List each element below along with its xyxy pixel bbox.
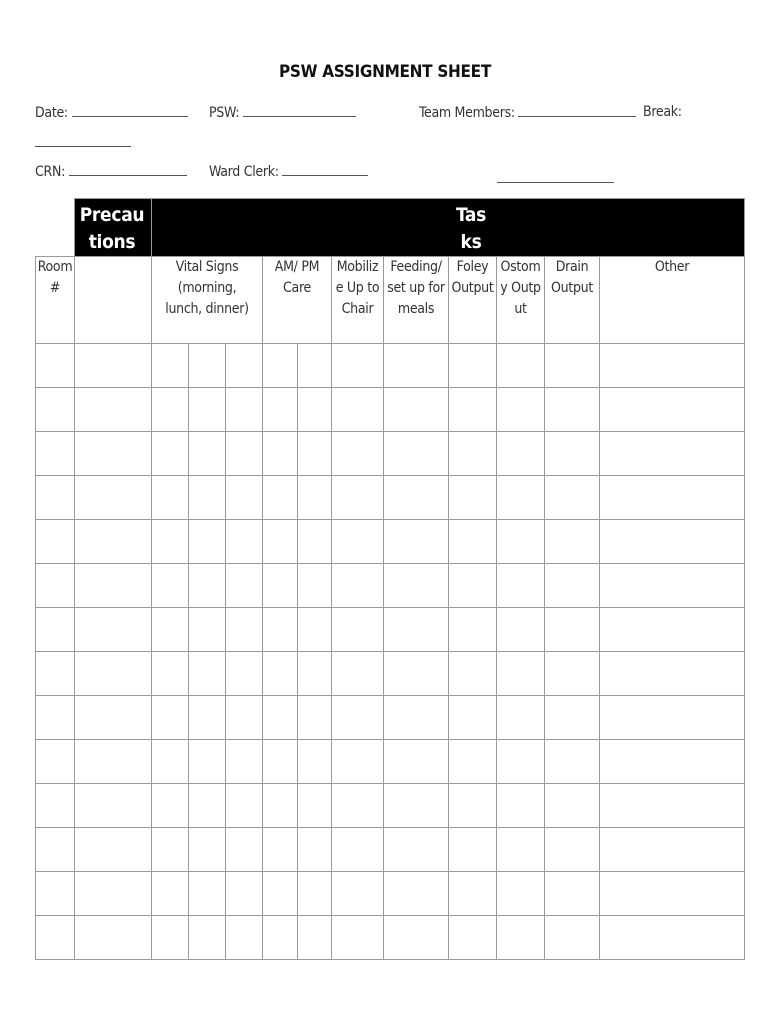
table-cell[interactable] <box>36 608 75 652</box>
page-title: PSW ASSIGNMENT SHEET <box>279 62 491 82</box>
table-row <box>36 476 745 520</box>
col-vital-signs <box>152 257 263 344</box>
col-vital-signs-label: Vital Signs (morning, lunch, dinner) <box>165 259 249 317</box>
table-cell[interactable] <box>36 564 75 608</box>
table-cell[interactable] <box>226 740 263 784</box>
table-cell[interactable] <box>152 564 189 608</box>
table-cell[interactable] <box>152 388 189 432</box>
crn-blank[interactable] <box>69 163 187 176</box>
table-cell[interactable] <box>189 740 226 784</box>
col-room-label: Room # <box>37 259 73 296</box>
table-cell[interactable] <box>545 916 600 960</box>
table-cell[interactable] <box>332 696 384 740</box>
col-other <box>600 257 745 344</box>
table-cell[interactable] <box>384 696 449 740</box>
table-cell[interactable] <box>75 872 152 916</box>
table-cell[interactable] <box>332 388 384 432</box>
table-cell[interactable] <box>545 652 600 696</box>
band-precautions-cell <box>75 199 152 257</box>
table-cell[interactable] <box>263 740 298 784</box>
col-foley <box>449 257 497 344</box>
table-row <box>36 520 745 564</box>
table-cell[interactable] <box>449 564 497 608</box>
table-cell[interactable] <box>449 696 497 740</box>
table-row <box>36 740 745 784</box>
table-cell[interactable] <box>263 432 298 476</box>
table-cell[interactable] <box>152 344 189 388</box>
table-cell[interactable] <box>75 388 152 432</box>
table-cell[interactable] <box>545 520 600 564</box>
table-cell[interactable] <box>263 652 298 696</box>
table-cell[interactable] <box>449 740 497 784</box>
ward-clerk-label: Ward Clerk: <box>209 164 279 180</box>
table-cell[interactable] <box>263 608 298 652</box>
table-cell[interactable] <box>298 344 332 388</box>
table-cell[interactable] <box>298 784 332 828</box>
table-cell[interactable] <box>384 564 449 608</box>
crn-field[interactable] <box>35 163 187 180</box>
table-cell[interactable] <box>189 652 226 696</box>
table-cell[interactable] <box>75 608 152 652</box>
team-members-field[interactable] <box>419 104 636 121</box>
table-cell[interactable] <box>263 564 298 608</box>
table-cell[interactable] <box>36 696 75 740</box>
table-cell[interactable] <box>384 344 449 388</box>
table-cell[interactable] <box>384 872 449 916</box>
date-field[interactable] <box>35 104 188 121</box>
table-cell[interactable] <box>545 784 600 828</box>
table-row <box>36 696 745 740</box>
col-precautions <box>75 257 152 344</box>
table-cell[interactable] <box>600 388 745 432</box>
table-cell[interactable] <box>152 432 189 476</box>
table-cell[interactable] <box>497 740 545 784</box>
table-cell[interactable] <box>497 828 545 872</box>
table-cell[interactable] <box>36 476 75 520</box>
table-cell[interactable] <box>332 872 384 916</box>
table-cell[interactable] <box>152 872 189 916</box>
table-cell[interactable] <box>75 916 152 960</box>
team-members-label: Team Members: <box>419 105 515 121</box>
table-cell[interactable] <box>36 520 75 564</box>
table-cell[interactable] <box>384 828 449 872</box>
psw-label: PSW: <box>209 105 240 121</box>
assignment-table <box>35 198 745 960</box>
col-ostomy <box>497 257 545 344</box>
band-tasks-cell <box>152 199 745 257</box>
table-cell[interactable] <box>298 696 332 740</box>
table-cell[interactable] <box>152 608 189 652</box>
break-blank[interactable] <box>35 145 131 147</box>
table-cell[interactable] <box>75 564 152 608</box>
table-cell[interactable] <box>36 344 75 388</box>
col-feeding <box>384 257 449 344</box>
table-cell[interactable] <box>75 828 152 872</box>
table-cell[interactable] <box>152 696 189 740</box>
table-cell[interactable] <box>298 388 332 432</box>
band-spacer <box>36 199 75 257</box>
table-cell[interactable] <box>545 564 600 608</box>
table-header-band <box>36 199 745 257</box>
table-cell[interactable] <box>263 520 298 564</box>
table-row <box>36 608 745 652</box>
extra-blank[interactable] <box>497 181 614 183</box>
break-field[interactable] <box>643 104 682 120</box>
table-cell[interactable] <box>298 916 332 960</box>
table-cell[interactable] <box>545 344 600 388</box>
table-cell[interactable] <box>545 432 600 476</box>
table-cell[interactable] <box>600 740 745 784</box>
table-cell[interactable] <box>545 872 600 916</box>
table-cell[interactable] <box>263 344 298 388</box>
table-cell[interactable] <box>189 476 226 520</box>
table-cell[interactable] <box>332 608 384 652</box>
table-cell[interactable] <box>384 652 449 696</box>
table-cell[interactable] <box>75 652 152 696</box>
table-cell[interactable] <box>226 608 263 652</box>
table-cell[interactable] <box>600 608 745 652</box>
table-cell[interactable] <box>152 828 189 872</box>
table-cell[interactable] <box>449 476 497 520</box>
col-other-label: Other <box>654 259 690 275</box>
table-cell[interactable] <box>298 520 332 564</box>
table-cell[interactable] <box>497 916 545 960</box>
table-cell[interactable] <box>497 608 545 652</box>
table-cell[interactable] <box>497 872 545 916</box>
table-cell[interactable] <box>75 476 152 520</box>
table-cell[interactable] <box>449 916 497 960</box>
table-cell[interactable] <box>298 564 332 608</box>
table-row <box>36 916 745 960</box>
table-cell[interactable] <box>600 828 745 872</box>
table-cell[interactable] <box>36 432 75 476</box>
table-cell[interactable] <box>152 652 189 696</box>
table-cell[interactable] <box>152 740 189 784</box>
table-row <box>36 388 745 432</box>
ward-clerk-blank[interactable] <box>282 163 368 176</box>
table-cell[interactable] <box>332 916 384 960</box>
table-cell[interactable] <box>298 608 332 652</box>
table-cell[interactable] <box>298 432 332 476</box>
table-cell[interactable] <box>332 652 384 696</box>
table-cell[interactable] <box>189 344 226 388</box>
table-cell[interactable] <box>152 784 189 828</box>
table-cell[interactable] <box>75 520 152 564</box>
table-cell[interactable] <box>545 828 600 872</box>
table-cell[interactable] <box>449 872 497 916</box>
table-cell[interactable] <box>497 432 545 476</box>
table-cell[interactable] <box>263 916 298 960</box>
table-cell[interactable] <box>332 344 384 388</box>
table-cell[interactable] <box>497 388 545 432</box>
table-cell[interactable] <box>36 388 75 432</box>
table-cell[interactable] <box>152 520 189 564</box>
table-row <box>36 564 745 608</box>
table-cell[interactable] <box>384 740 449 784</box>
table-row <box>36 828 745 872</box>
col-am-pm-care-label: AM/ PM Care <box>274 259 320 296</box>
table-cell[interactable] <box>189 696 226 740</box>
table-cell[interactable] <box>384 608 449 652</box>
table-cell[interactable] <box>384 916 449 960</box>
table-cell[interactable] <box>226 916 263 960</box>
table-cell[interactable] <box>332 520 384 564</box>
column-header-row <box>36 257 745 344</box>
col-mobilize <box>332 257 384 344</box>
table-cell[interactable] <box>332 784 384 828</box>
table-cell[interactable] <box>263 388 298 432</box>
table-cell[interactable] <box>332 432 384 476</box>
table-cell[interactable] <box>263 784 298 828</box>
table-cell[interactable] <box>152 476 189 520</box>
table-cell[interactable] <box>36 740 75 784</box>
date-label: Date: <box>35 105 68 121</box>
table-cell[interactable] <box>600 476 745 520</box>
table-cell[interactable] <box>226 872 263 916</box>
table-cell[interactable] <box>497 564 545 608</box>
table-cell[interactable] <box>226 520 263 564</box>
table-cell[interactable] <box>449 388 497 432</box>
date-blank[interactable] <box>72 104 188 117</box>
table-row <box>36 784 745 828</box>
table-cell[interactable] <box>600 696 745 740</box>
table-cell[interactable] <box>497 520 545 564</box>
table-cell[interactable] <box>600 652 745 696</box>
col-drain-label: Drain Output <box>551 259 593 296</box>
table-cell[interactable] <box>263 828 298 872</box>
col-feeding-label: Feeding/ set up for meals <box>387 259 445 317</box>
table-cell[interactable] <box>226 432 263 476</box>
table-cell[interactable] <box>263 476 298 520</box>
table-cell[interactable] <box>600 520 745 564</box>
table-cell[interactable] <box>298 872 332 916</box>
table-cell[interactable] <box>449 520 497 564</box>
table-cell[interactable] <box>36 784 75 828</box>
col-drain <box>545 257 600 344</box>
psw-blank[interactable] <box>243 104 356 117</box>
table-cell[interactable] <box>189 388 226 432</box>
table-cell[interactable] <box>189 520 226 564</box>
table-cell[interactable] <box>545 740 600 784</box>
table-cell[interactable] <box>332 564 384 608</box>
table-cell[interactable] <box>189 608 226 652</box>
table-cell[interactable] <box>497 784 545 828</box>
table-cell[interactable] <box>263 872 298 916</box>
table-cell[interactable] <box>36 916 75 960</box>
table-cell[interactable] <box>226 564 263 608</box>
team-members-blank[interactable] <box>518 104 636 117</box>
precautions-heading: Precautions <box>79 204 145 253</box>
table-cell[interactable] <box>600 784 745 828</box>
table-row <box>36 652 745 696</box>
table-cell[interactable] <box>36 872 75 916</box>
table-cell[interactable] <box>298 476 332 520</box>
table-body <box>36 344 745 960</box>
table-cell[interactable] <box>36 652 75 696</box>
table-cell[interactable] <box>600 564 745 608</box>
table-cell[interactable] <box>298 828 332 872</box>
table-cell[interactable] <box>226 784 263 828</box>
table-cell[interactable] <box>263 696 298 740</box>
col-am-pm-care <box>263 257 332 344</box>
table-cell[interactable] <box>545 608 600 652</box>
table-cell[interactable] <box>75 696 152 740</box>
table-cell[interactable] <box>600 432 745 476</box>
table-cell[interactable] <box>189 784 226 828</box>
table-cell[interactable] <box>384 432 449 476</box>
table-cell[interactable] <box>384 476 449 520</box>
table-row <box>36 432 745 476</box>
psw-field[interactable] <box>209 104 356 121</box>
tasks-heading: Tasks <box>455 204 487 253</box>
table-cell[interactable] <box>226 344 263 388</box>
col-mobilize-label: Mobilize Up to Chair <box>335 259 380 317</box>
table-cell[interactable] <box>36 828 75 872</box>
table-cell[interactable] <box>152 916 189 960</box>
table-cell[interactable] <box>449 652 497 696</box>
table-cell[interactable] <box>75 784 152 828</box>
col-foley-label: Foley Output <box>451 259 494 296</box>
table-cell[interactable] <box>332 828 384 872</box>
table-cell[interactable] <box>189 564 226 608</box>
break-label: Break: <box>643 104 682 120</box>
table-cell[interactable] <box>497 344 545 388</box>
table-cell[interactable] <box>545 696 600 740</box>
table-cell[interactable] <box>189 432 226 476</box>
table-cell[interactable] <box>189 828 226 872</box>
col-ostomy-label: Ostomy Output <box>500 259 541 317</box>
table-cell[interactable] <box>226 388 263 432</box>
ward-clerk-field[interactable] <box>209 163 368 180</box>
table-cell[interactable] <box>226 828 263 872</box>
table-cell[interactable] <box>600 872 745 916</box>
table-cell[interactable] <box>189 916 226 960</box>
table-cell[interactable] <box>332 476 384 520</box>
table-cell[interactable] <box>600 344 745 388</box>
table-cell[interactable] <box>545 388 600 432</box>
crn-label: CRN: <box>35 164 66 180</box>
table-cell[interactable] <box>332 740 384 784</box>
table-cell[interactable] <box>189 872 226 916</box>
table-cell[interactable] <box>75 432 152 476</box>
table-cell[interactable] <box>449 344 497 388</box>
table-row <box>36 344 745 388</box>
col-room <box>36 257 75 344</box>
table-cell[interactable] <box>449 828 497 872</box>
table-cell[interactable] <box>497 476 545 520</box>
table-cell[interactable] <box>449 432 497 476</box>
table-cell[interactable] <box>75 344 152 388</box>
table-cell[interactable] <box>384 520 449 564</box>
table-cell[interactable] <box>298 652 332 696</box>
table-cell[interactable] <box>600 916 745 960</box>
table-cell[interactable] <box>384 784 449 828</box>
table-cell[interactable] <box>449 608 497 652</box>
table-cell[interactable] <box>497 652 545 696</box>
table-cell[interactable] <box>298 740 332 784</box>
table-cell[interactable] <box>75 740 152 784</box>
table-cell[interactable] <box>226 696 263 740</box>
table-cell[interactable] <box>226 476 263 520</box>
table-cell[interactable] <box>545 476 600 520</box>
table-cell[interactable] <box>226 652 263 696</box>
table-cell[interactable] <box>384 388 449 432</box>
table-cell[interactable] <box>497 696 545 740</box>
table-cell[interactable] <box>449 784 497 828</box>
table-row <box>36 872 745 916</box>
